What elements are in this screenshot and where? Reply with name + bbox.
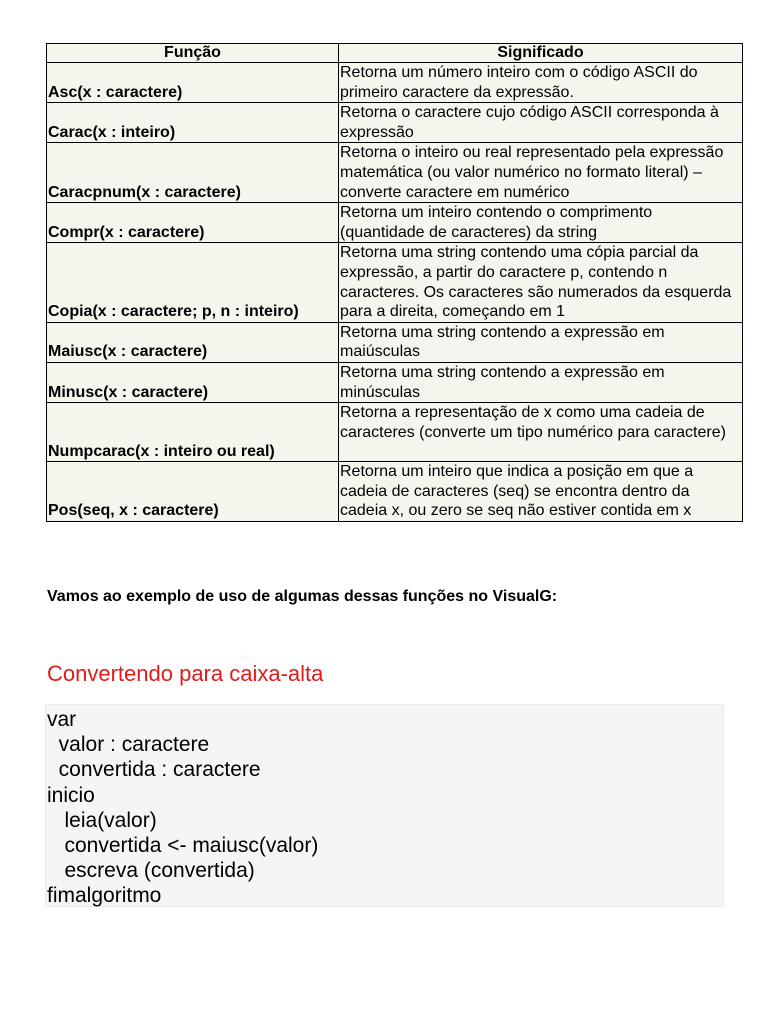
code-block bbox=[45, 704, 724, 907]
function-meaning: Retorna um inteiro que indica a posição em que a cadeia de caracteres (seq) se encontra dentro da cadeia x, ou zero se seq não estiver contida em x bbox=[339, 462, 743, 522]
code-line: escreva (convertida) bbox=[47, 859, 255, 883]
table-row bbox=[47, 143, 743, 203]
code-line: convertida <- maiusc(valor) bbox=[47, 834, 319, 858]
table-row bbox=[47, 203, 743, 243]
table-row bbox=[47, 403, 743, 462]
function-name: Numpcarac(x : inteiro ou real) bbox=[47, 403, 339, 462]
function-meaning: Retorna uma string contendo a expressão em minúsculas bbox=[339, 362, 743, 402]
code-line: fimalgoritmo bbox=[47, 884, 162, 908]
table-row bbox=[47, 243, 743, 322]
code-line: var bbox=[47, 708, 77, 731]
function-name: Pos(seq, x : caractere) bbox=[47, 462, 339, 522]
function-meaning: Retorna a representação de x como uma cadeia de caracteres (converte um tipo numérico para caractere) bbox=[339, 403, 743, 462]
function-name: Compr(x : caractere) bbox=[47, 203, 339, 243]
function-name: Carac(x : inteiro) bbox=[47, 103, 339, 143]
table-row bbox=[47, 103, 743, 143]
function-meaning: Retorna uma string contendo uma cópia parcial da expressão, a partir do caractere p, contendo n caracteres. Os caracteres são numerados da esquerda para a direita, começando em 1 bbox=[339, 243, 743, 322]
table-header-row bbox=[47, 44, 743, 63]
header-function: Função bbox=[47, 44, 339, 63]
function-meaning: Retorna uma string contendo a expressão em maiúsculas bbox=[339, 322, 743, 362]
function-name: Caracpnum(x : caractere) bbox=[47, 143, 339, 203]
intro-text: Vamos ao exemplo de uso de algumas dessas funções no VisualG: bbox=[47, 588, 558, 605]
function-name: Maiusc(x : caractere) bbox=[47, 322, 339, 362]
function-name: Asc(x : caractere) bbox=[47, 63, 339, 103]
code-line: convertida : caractere bbox=[47, 758, 261, 782]
function-name: Minusc(x : caractere) bbox=[47, 362, 339, 402]
function-meaning: Retorna um inteiro contendo o comprimento (quantidade de caracteres) da string bbox=[339, 203, 743, 243]
table-row bbox=[47, 63, 743, 103]
code-line: leia(valor) bbox=[47, 808, 157, 832]
section-subtitle: Convertendo para caixa-alta bbox=[47, 661, 324, 686]
code-line: valor : caractere bbox=[47, 733, 210, 757]
function-name: Copia(x : caractere; p, n : inteiro) bbox=[47, 243, 339, 322]
code-line: inicio bbox=[47, 783, 95, 807]
table-row bbox=[47, 322, 743, 362]
function-meaning: Retorna um número inteiro com o código ASCII do primeiro caractere da expressão. bbox=[339, 63, 743, 103]
functions-table bbox=[46, 43, 743, 522]
table-row bbox=[47, 462, 743, 522]
table-row bbox=[47, 362, 743, 402]
header-meaning: Significado bbox=[339, 44, 743, 63]
function-meaning: Retorna o inteiro ou real representado pela expressão matemática (ou valor numérico no formato literal) – converte caractere em numérico bbox=[339, 143, 743, 203]
function-meaning: Retorna o caractere cujo código ASCII corresponda à expressão bbox=[339, 103, 743, 143]
